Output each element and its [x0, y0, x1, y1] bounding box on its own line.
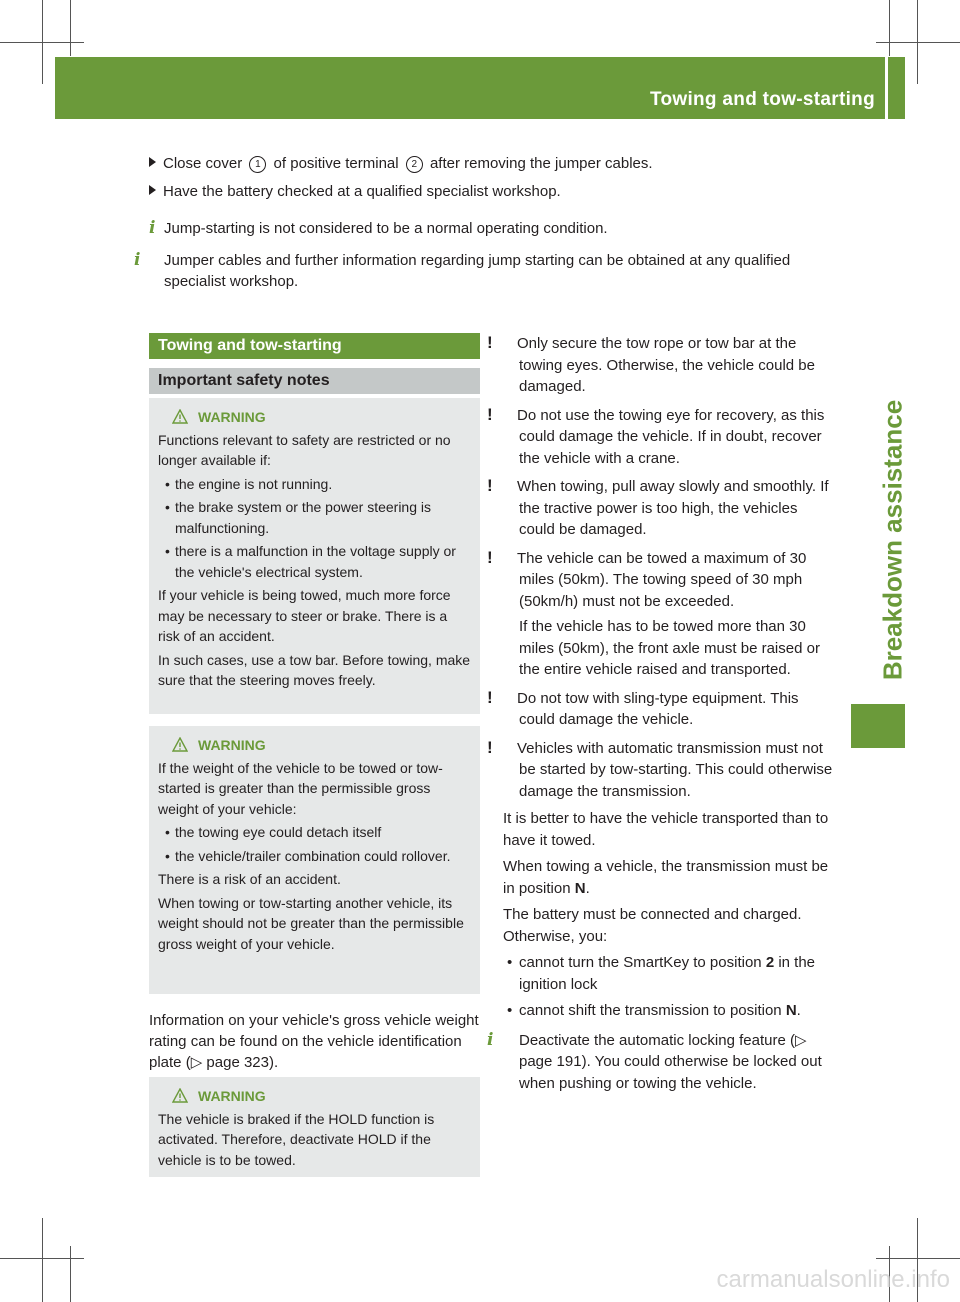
list-item: • cannot turn the SmartKey to position 2 in the ignition lock — [503, 952, 835, 995]
info-icon: i — [134, 250, 141, 270]
list-item: • the towing eye could detach itself — [158, 822, 472, 843]
warning-text: There is a risk of an accident. — [158, 871, 341, 887]
info-icon: i — [487, 1029, 494, 1050]
page-reference-link[interactable]: page 323 — [206, 1054, 269, 1071]
crop-mark — [889, 0, 890, 56]
warning-text: When towing or tow-starting another vehicle, its weight should not be greater than the permissible gross weight of your vehicle. — [158, 894, 464, 952]
page-ref-arrow-icon: ▷ — [794, 1031, 807, 1049]
warning-text: The vehicle is braked if the HOLD function is activated. Therefore, deactivate HOLD if the vehicle is to be towed. — [158, 1110, 435, 1168]
list-item: • the engine is not running. — [158, 474, 472, 495]
warning-text: Functions relevant to safety are restricted or no longer available if: — [158, 431, 451, 468]
body-text: When towing a vehicle, the transmission must be in position N. — [503, 858, 829, 897]
body-text: The battery must be connected and charged. Otherwise, you: — [503, 906, 802, 945]
info-icon: i — [149, 218, 156, 238]
crop-mark — [70, 1246, 71, 1302]
side-tab-marker — [851, 704, 905, 748]
caution-icon: ! — [487, 547, 493, 567]
header-divider — [885, 57, 888, 119]
warning-text: If the weight of the vehicle to be towed or tow-started is greater than the permissible gross weight of your vehicle: — [158, 759, 443, 817]
caution-icon: ! — [487, 476, 493, 495]
caution-note: ! Do not tow with sling-type equipment. This could damage the vehicle. — [487, 687, 799, 728]
caution-note: ! The vehicle can be towed a maximum of 30 miles (50km). The towing speed of 30 mph (50km/h) must not be exceeded. — [487, 547, 807, 610]
info-note: i Deactivate the automatic locking feature (▷ page 191). You could otherwise be locked out when pushing or towing the vehicle. — [487, 1029, 822, 1092]
info-note-1: i Jump-starting is not considered to be a normal operating condition. — [149, 218, 608, 238]
caution-icon: ! — [487, 737, 493, 757]
warning-triangle-icon — [172, 737, 188, 752]
page-number: 285 — [908, 92, 934, 109]
step-arrow-icon — [149, 185, 156, 195]
header-title: Towing and tow-starting — [649, 89, 875, 110]
warning-box-2 — [149, 726, 480, 994]
page-ref-arrow-icon: ▷ — [190, 1054, 203, 1071]
crop-mark — [42, 0, 43, 84]
callout-2-icon: 2 — [406, 156, 423, 173]
caution-icon: ! — [487, 687, 493, 707]
watermark: carmanualsonline.info — [716, 1266, 950, 1293]
warning-box-1 — [149, 398, 480, 714]
caution-note: ! When towing, pull away slowly and smoothly. If the tractive power is too high, the vehicles could be damaged. — [487, 476, 829, 538]
crop-mark — [42, 1218, 43, 1302]
right-column — [487, 332, 835, 1100]
step-battery-check: Have the battery checked at a qualified specialist workshop. — [149, 181, 561, 202]
caution-icon: ! — [487, 404, 493, 424]
list-item: • there is a malfunction in the voltage supply or the vehicle's electrical system. — [158, 541, 472, 582]
warning-title: WARNING — [172, 407, 472, 428]
section-title: Towing and tow-starting — [149, 333, 480, 359]
page-header — [55, 57, 934, 119]
gross-weight-info: Information on your vehicle's gross vehicle weight rating can be found on the vehicle identification plate (▷ page 323). — [149, 1012, 479, 1071]
warning-text: In such cases, use a tow bar. Before towing, make sure that the steering moves freely. — [158, 651, 471, 688]
body-text: It is better to have the vehicle transported than to have it towed. — [503, 810, 829, 849]
warning-title: WARNING — [172, 735, 472, 756]
list-item: • the brake system or the power steering is malfunctioning. — [158, 497, 472, 538]
step-close-cover: Close cover 1 of positive terminal 2 after removing the jumper cables. — [149, 153, 653, 174]
warning-text: If your vehicle is being towed, much more force may be necessary to steer or brake. There is a risk of an accident. — [158, 587, 451, 644]
caution-note: ! Only secure the tow rope or tow bar at the towing eyes. Otherwise, the vehicle could be damaged. — [487, 333, 815, 395]
caution-icon: ! — [487, 333, 493, 352]
warning-title: WARNING — [172, 1086, 472, 1107]
caution-note-continued: If the vehicle has to be towed more than 30 miles (50km), the front axle must be raised or the entire vehicle raised and transported. — [519, 618, 820, 678]
warning-triangle-icon — [172, 409, 188, 424]
caution-note: ! Do not use the towing eye for recovery, as this could damage the vehicle. If in doubt, recover the vehicle with a crane. — [487, 404, 825, 467]
subsection-title: Important safety notes — [149, 368, 480, 394]
caution-note: ! Vehicles with automatic transmission must not be started by tow-starting. This could otherwise damage the transmission. — [487, 737, 833, 800]
page-reference-link[interactable]: page 191 — [519, 1053, 582, 1070]
info-note-2: i Jumper cables and further information regarding jump starting can be obtained at any qualified specialist workshop. — [134, 250, 791, 290]
side-section-label: Breakdown assistance — [877, 399, 908, 681]
crop-mark — [70, 0, 71, 56]
warning-box-3 — [149, 1077, 480, 1177]
list-item: • cannot shift the transmission to position N. — [503, 1000, 835, 1022]
crop-mark — [917, 0, 918, 84]
list-item: • the vehicle/trailer combination could rollover. — [158, 846, 472, 867]
warning-triangle-icon — [172, 1088, 188, 1103]
callout-1-icon: 1 — [249, 156, 266, 173]
step-arrow-icon — [149, 157, 156, 167]
